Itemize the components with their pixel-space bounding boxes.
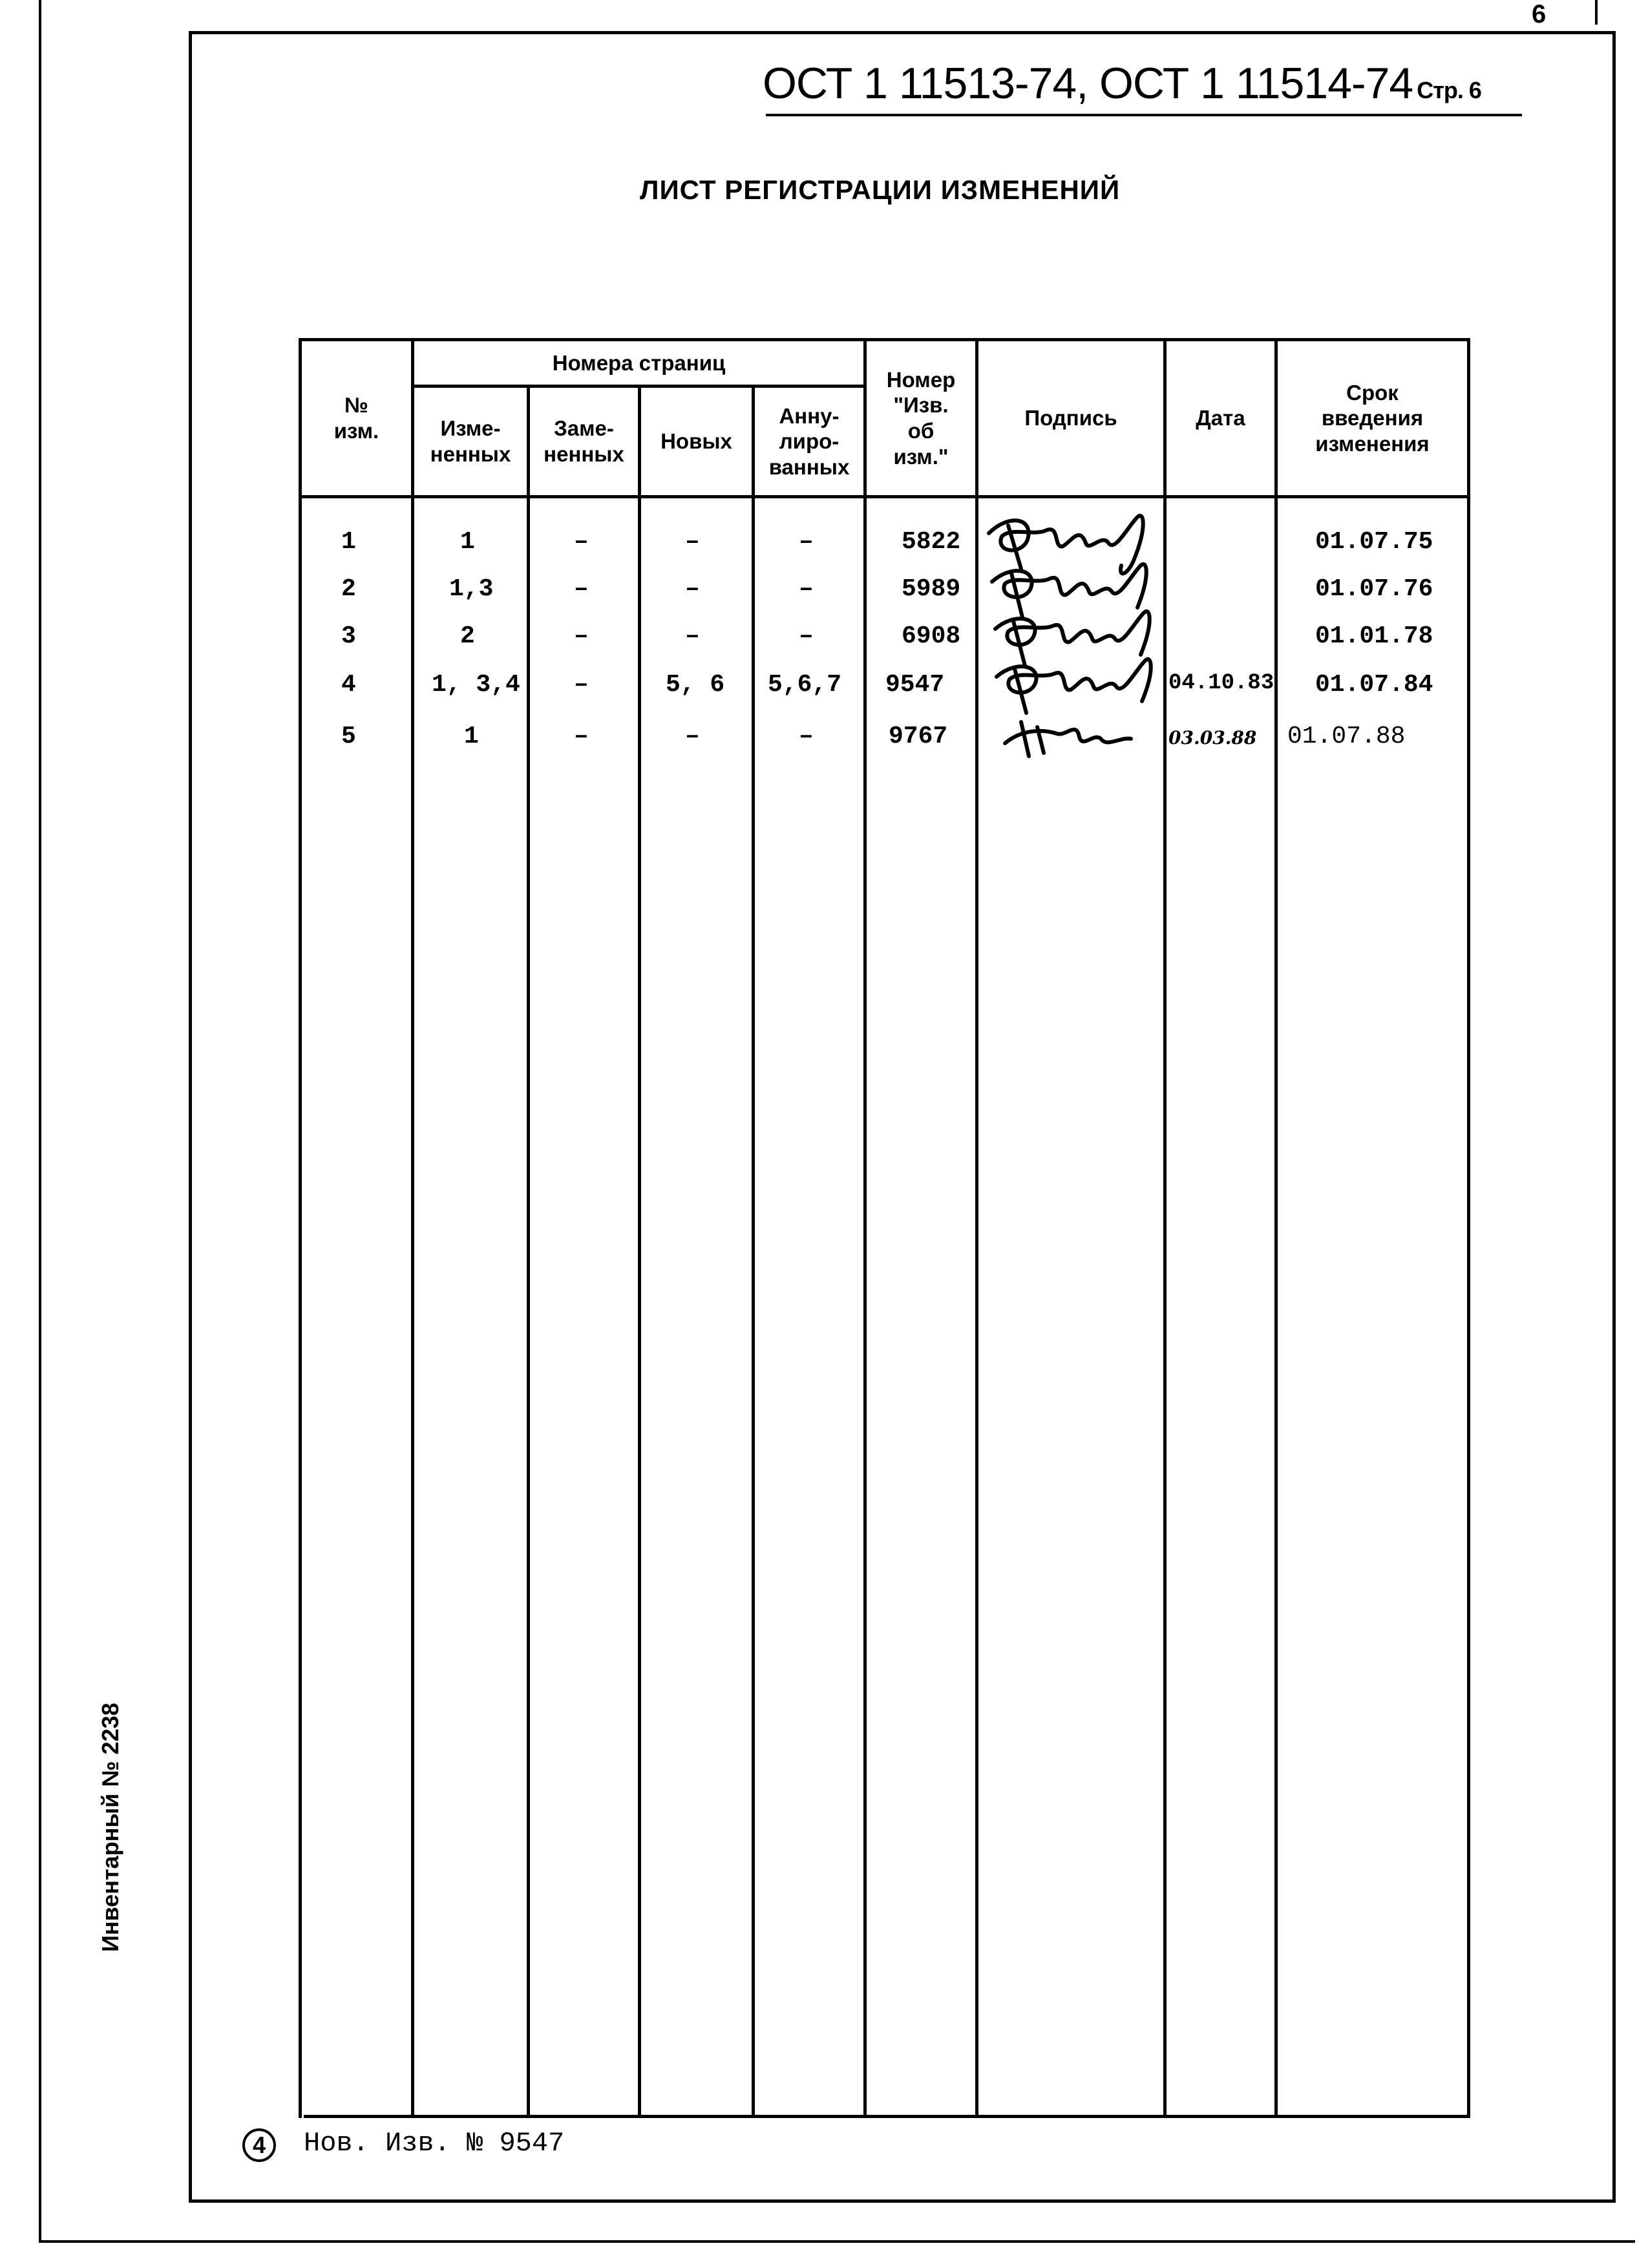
- sheet-title: ЛИСТ РЕГИСТРАЦИИ ИЗМЕНЕНИЙ: [640, 175, 1121, 205]
- col-divider-3: [638, 385, 641, 2118]
- cell-new: 5, 6: [666, 671, 725, 699]
- page-border-left: [39, 0, 41, 2243]
- table-border-bottom: [304, 2115, 1470, 2118]
- col-divider-5: [863, 338, 867, 2118]
- table-header-bottom: [299, 495, 1470, 498]
- col-divider-2: [527, 385, 530, 2118]
- document-numbers: ОСТ 1 11513-74, ОСТ 1 11514-74: [763, 59, 1413, 108]
- header-change-number: № изм.: [333, 393, 379, 443]
- cell-changed: 2: [460, 622, 475, 650]
- inventory-number: Инвентарный № 2238: [97, 1702, 123, 1952]
- page-number-corner: 6: [1532, 0, 1547, 28]
- header-changed-pages: Изме- ненных: [430, 416, 511, 466]
- header-new-pages: Новых: [660, 429, 732, 454]
- cell-num: 2: [341, 575, 356, 603]
- header-effective-date: Срок введения изменения: [1315, 380, 1430, 456]
- cell-new: –: [685, 575, 700, 603]
- col-divider-1: [411, 338, 414, 2118]
- cell-effective: 01.07.84: [1315, 671, 1433, 699]
- cell-notice: 9767: [889, 723, 948, 750]
- cell-notice: 6908: [902, 622, 961, 650]
- cell-annulled: 5,6,7: [768, 671, 842, 699]
- cell-changed: 1,3: [449, 575, 494, 603]
- header-date: Дата: [1196, 406, 1245, 430]
- header-underline: [766, 114, 1522, 116]
- cell-replaced: –: [574, 528, 589, 556]
- cell-replaced: –: [574, 622, 589, 650]
- cell-changed: 1, 3,4: [432, 671, 520, 699]
- cell-num: 3: [341, 622, 356, 650]
- cell-new: –: [685, 528, 700, 556]
- footer-notice: Нов. Изв. № 9547: [304, 2128, 565, 2159]
- change-number-circle: 4: [242, 2128, 276, 2162]
- cell-notice: 5989: [902, 575, 961, 603]
- cell-annulled: –: [799, 622, 814, 650]
- cell-effective: 01.01.78: [1315, 622, 1433, 650]
- header-signature: Подпись: [1024, 406, 1117, 430]
- cell-notice: 9547: [885, 671, 945, 699]
- signature-scribble: [982, 507, 1170, 766]
- cell-changed: 1: [460, 528, 475, 556]
- page-border-right: [1595, 0, 1598, 25]
- cell-date: 04.10.83: [1168, 671, 1274, 695]
- header-page-numbers-group: Номера страниц: [552, 350, 726, 375]
- cell-annulled: –: [799, 575, 814, 603]
- cell-annulled: –: [799, 528, 814, 556]
- cell-num: 5: [341, 723, 356, 750]
- header-annulled-pages: Анну- лиро- ванных: [768, 403, 850, 479]
- page-label: Стр. 6: [1417, 77, 1481, 103]
- cell-num: 1: [341, 528, 356, 556]
- cell-date: 03.03.88: [1168, 727, 1257, 748]
- col-divider-6: [975, 338, 978, 2118]
- cell-replaced: –: [574, 671, 589, 699]
- cell-replaced: –: [574, 575, 589, 603]
- table-border-right: [1467, 338, 1470, 2118]
- cell-new: –: [685, 723, 700, 750]
- col-divider-8: [1274, 338, 1278, 2118]
- cell-annulled: –: [799, 723, 814, 750]
- cell-effective: 01.07.76: [1315, 575, 1433, 603]
- cell-replaced: –: [574, 723, 589, 750]
- document-header: [763, 58, 1481, 109]
- header-replaced-pages: Заме- ненных: [544, 416, 624, 466]
- cell-num: 4: [341, 671, 356, 699]
- cell-effective: 01.07.75: [1315, 528, 1433, 556]
- col-divider-4: [752, 385, 755, 2118]
- table-border-left: [299, 338, 302, 2118]
- cell-new: –: [685, 622, 700, 650]
- cell-effective: 01.07.88: [1287, 723, 1406, 750]
- cell-notice: 5822: [902, 528, 961, 556]
- page-border-bottom: [39, 2240, 1635, 2243]
- header-notice-number: Номер "Изв. об изм.": [886, 367, 956, 469]
- cell-changed: 1: [464, 723, 479, 750]
